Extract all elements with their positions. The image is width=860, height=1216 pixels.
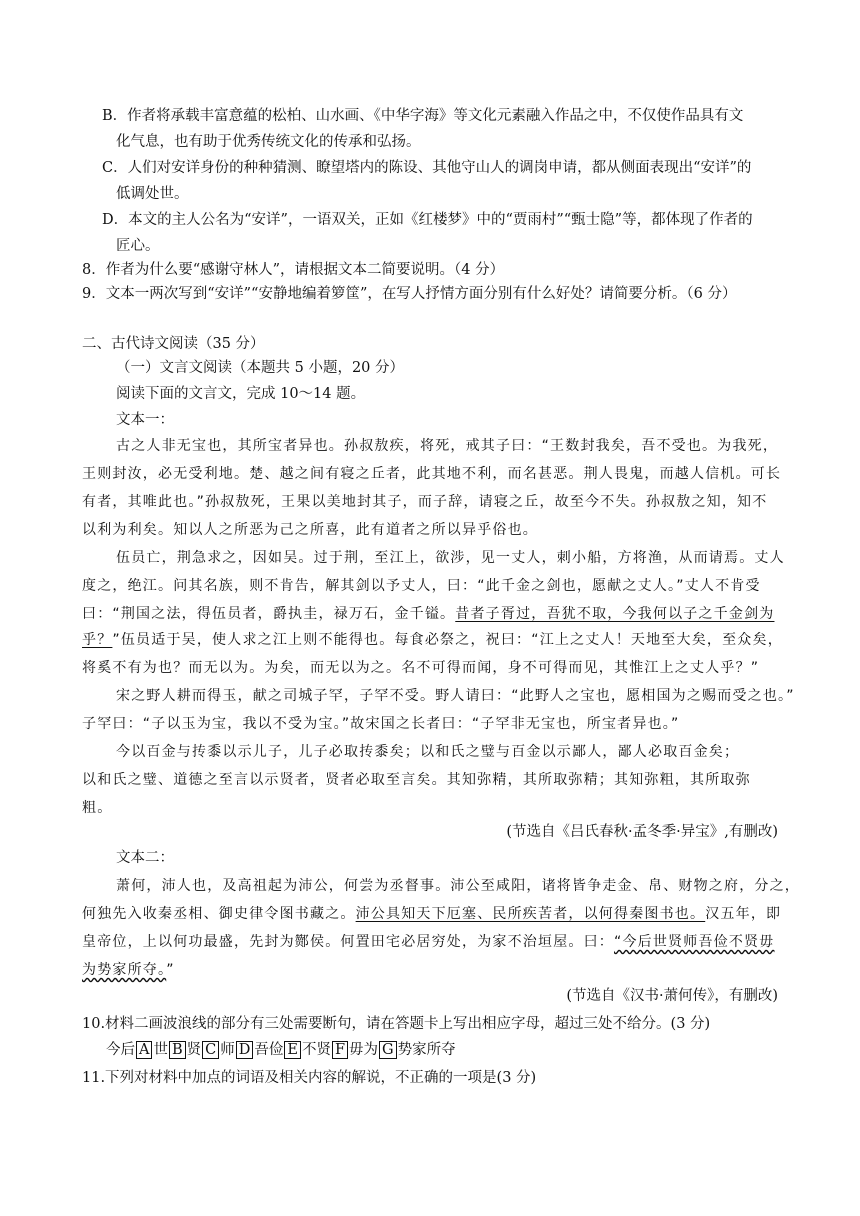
q10-seg-f: 不贤 <box>301 1042 331 1058</box>
q10-seg-c: 贤 <box>186 1042 202 1058</box>
question-11: 11.下列对材料中加点的词语及相关内容的解说，不正确的一项是(3 分) <box>82 1070 537 1086</box>
option-f-box: F <box>332 1041 348 1059</box>
para2-line4-plain: ”伍员适于吴，使人求之江上则不能得也。每食必祭之，祝曰：“江上之丈人！天地至大矣，至众矣， <box>112 632 783 648</box>
underlined-sentence-xiaohe: 沛公具知天下厄塞、民所疾苦者，以何得秦图书也。 <box>355 906 706 922</box>
question-10: 10.材料二画波浪线的部分有三处需要断句，请在答题卡上写出相应字母，超过三处不给分。(3 分) <box>82 1016 711 1032</box>
text1-para3-line1: 宋之野人耕而得玉，献之司城子罕，子罕不受。野人请曰：“此野人之宝也，愿相国为之赐而受之也。” <box>116 688 795 704</box>
text1-para1-line2: 王则封汝，必无受利地。楚、越之间有寝之丘者，此其地不利，而名甚恶。荆人畏鬼，而越人信机。可长 <box>82 466 782 482</box>
q10-seg-b: 世 <box>153 1042 168 1058</box>
q10-seg-d: 师 <box>220 1042 235 1058</box>
text2-line3-plain: 皇帝位，上以何功最盛，先封为酂侯。何置田宅必居穷处，为家不治垣屋。曰： <box>82 934 614 950</box>
q10-seg-g: 毋为 <box>349 1042 379 1058</box>
text1-para2-line3 <box>82 604 774 624</box>
reading-instruction: 阅读下面的文言文，完成 10～14 题。 <box>116 386 366 402</box>
text1-para3-line2: 子罕曰：“子以玉为宝，我以不受为宝。”故宋国之长者曰：“子罕非无宝也，所宝者异也。” <box>82 716 680 732</box>
text1-para4-line2: 以和氏之璧、道德之至言以示贤者，贤者必取至言矣。其知弥精，其所取弥精；其知弥粗，其所取弥 <box>82 772 751 788</box>
option-e-box: E <box>284 1041 301 1059</box>
q7-option-d-line2: 匠心。 <box>116 238 160 254</box>
option-g-box: G <box>379 1041 397 1059</box>
subsection-1-title: （一）文言文阅读（本题共 5 小题，20 分） <box>116 360 405 376</box>
text-1-source: (节选自《吕氏春秋·孟冬季·异宝》,有删改) <box>506 824 778 840</box>
text1-para2-line5: 将奚不有为也？而无以为。为矣，而无以为之。名不可得而闻，身不可得而见，其惟江上之丈人乎？” <box>82 660 760 676</box>
question-9: 9．文本一两次写到“安详”“安静地编着箩筐”，在写人抒情方面分别有什么好处？请简要分析。（6 分） <box>82 286 737 302</box>
text1-para1-line1: 古之人非无宝也，其所宝者异也。孙叔敖疾，将死，戒其子曰：“王数封我矣，吾不受也。为我死， <box>116 438 779 454</box>
text2-line2-tail: 汉五年，即 <box>705 906 782 922</box>
text2-line2-plain: 何独先入收秦丞相、御史律令图书藏之。 <box>82 906 356 922</box>
wavy-line-segment-part2: 为势家所夺。 <box>82 962 167 978</box>
text2-line2 <box>82 904 781 924</box>
q7-option-d-line1: D．本文的主人公名为“安详”，一语双关，正如《红楼梦》中的“贾雨村”“甄士隐”等，都体现了作者的 <box>102 212 753 228</box>
option-d-box: D <box>236 1041 254 1059</box>
q7-option-c-line2: 低调处世。 <box>116 186 189 202</box>
underlined-translation-sentence-part1: 昔者子胥过，吾犹不取，今我何以子之千金剑为 <box>455 606 775 622</box>
section-2-title: 二、古代诗文阅读（35 分） <box>82 336 265 352</box>
text2-line1: 萧何，沛人也，及高祖起为沛公，何尝为丞督事。沛公至咸阳，诸将皆争走金、帛、财物之府，分之， <box>116 878 800 894</box>
question-8: 8．作者为什么要“感谢守林人”，请根据文本二简要说明。（4 分） <box>82 262 505 278</box>
text-2-label: 文本二： <box>116 850 174 866</box>
q10-seg-e: 吾俭 <box>254 1042 284 1058</box>
option-a-box: A <box>136 1041 152 1059</box>
text1-para2-line2: 度之，绝江。问其名族，则不肯告，解其剑以予丈人，曰：“此千金之剑也，愿献之丈人。”丈人不肯受 <box>82 578 761 594</box>
text1-para4-line3: 粗。 <box>82 800 113 816</box>
text-1-label: 文本一： <box>116 412 174 428</box>
underlined-translation-sentence-part2: 乎？ <box>82 632 113 648</box>
q10-seg-tail: 势家所夺 <box>397 1042 456 1058</box>
text1-para4-line1: 今以百金与抟黍以示儿子，儿子必取抟黍矣；以和氏之璧与百金以示鄙人，鄙人必取百金矣； <box>116 744 740 760</box>
text1-para1-line4: 以利为利矣。知以人之所恶为己之所喜，此有道者之所以异乎俗也。 <box>82 522 538 538</box>
wavy-line-segment-part1: “今后世贤师吾俭不贤毋 <box>614 934 775 950</box>
q7-option-b-line1: B．作者将承载丰富意蕴的松柏、山水画、《中华字海》等文化元素融入作品之中，不仅使作品具有文 <box>102 108 744 124</box>
text1-para2-line1: 伍员亡，荆急求之，因如吴。过于荆，至江上，欲涉，见一丈人，刺小船，方将渔，从而请焉。丈人 <box>116 550 785 566</box>
option-c-box: C <box>202 1041 219 1059</box>
text2-line4 <box>82 960 175 980</box>
para2-line3-plain: 曰：“荆国之法，得伍员者，爵执圭，禄万石，金千镒。 <box>82 606 456 622</box>
q7-option-c-line1: C．人们对安详身份的种种猜测、瞭望塔内的陈设、其他守山人的调岗申请，都从侧面表现出“安详”的 <box>102 160 752 176</box>
text-2-source: (节选自《汉书·萧何传》，有删改) <box>566 988 778 1004</box>
option-b-box: B <box>169 1041 186 1059</box>
text1-para1-line3: 有者，其唯此也。”孙叔敖死，王果以美地封其子，而子辞，请寝之丘，故至今不失。孙叔敖之知，知不 <box>82 494 768 510</box>
question-10-options <box>106 1040 456 1060</box>
q10-seg-a: 今后 <box>106 1042 135 1058</box>
q7-option-b-line2: 化气息，也有助于优秀传统文化的传承和弘扬。 <box>116 134 421 150</box>
text2-line3 <box>82 932 774 952</box>
text1-para2-line4 <box>82 630 783 650</box>
text2-line4-tail: ” <box>166 962 175 978</box>
